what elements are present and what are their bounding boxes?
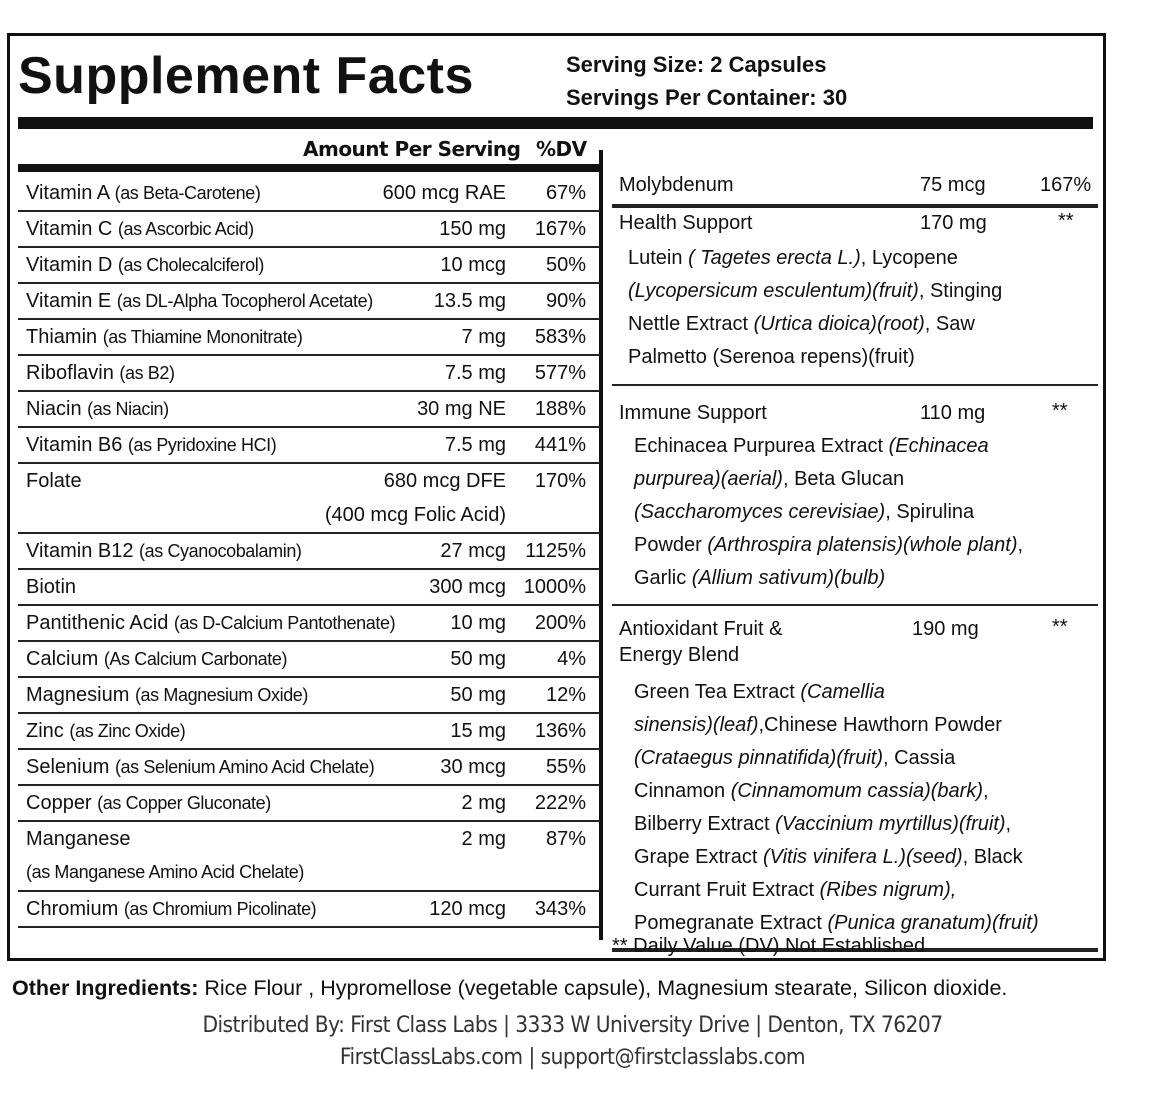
ingredient-text: Cinnamon	[634, 780, 731, 802]
blend-block	[612, 606, 1098, 948]
blend-dv: **	[1052, 616, 1068, 638]
nutrient-name	[26, 684, 308, 707]
nutrient-dv: 67%	[545, 182, 586, 204]
ingredient-line	[634, 496, 1023, 529]
nutrient-source: (as Selenium Amino Acid Chelate)	[114, 757, 375, 777]
ingredient-text: Lutein	[628, 247, 689, 269]
nutrient-name	[26, 182, 260, 205]
ingredient-botanical: (Echinacea	[888, 435, 989, 457]
nutrient-label: Chromium	[26, 898, 119, 920]
ingredient-text: ,Chinese Hawthorn Powder	[758, 714, 1002, 736]
blend-amount: 170 mg	[920, 212, 987, 234]
distributor-contact: FirstClassLabs.com | support@firstclasslabs.com	[339, 1045, 806, 1070]
nutrient-amount: 7.5 mg	[444, 434, 506, 456]
ingredient-text: , Saw	[924, 313, 975, 335]
nutrient-dv: 90%	[545, 290, 586, 312]
nutrient-dv: 583%	[534, 326, 586, 348]
nutrient-source: (As Calcium Carbonate)	[103, 649, 288, 669]
nutrient-dv: 441%	[534, 434, 586, 456]
nutrient-label: Selenium	[26, 756, 110, 778]
ingredient-text: , Beta Glucan	[782, 468, 905, 490]
ingredient-botanical: (Arthrospira platensis)(whole plant)	[707, 534, 1018, 556]
nutrient-label: Copper	[26, 792, 92, 814]
nutrient-source: (as B2)	[119, 363, 175, 383]
ingredient-text: Grape Extract	[634, 846, 763, 868]
nutrient-subline: (400 mcg Folic Acid)	[324, 504, 506, 526]
nutrient-name	[26, 290, 373, 313]
nutrient-dv: 577%	[534, 362, 586, 384]
nutrient-row	[18, 892, 600, 928]
nutrient-name	[26, 362, 175, 385]
nutrient-amount: 7 mg	[461, 326, 506, 348]
nutrient-dv: 188%	[534, 398, 586, 420]
nutrient-source: (as Ascorbic Acid)	[117, 219, 254, 239]
ingredient-botanical: (Ribes nigrum),	[819, 879, 957, 901]
nutrient-label: Molybdenum	[619, 174, 734, 196]
nutrient-label: Manganese	[26, 828, 131, 850]
nutrient-amount: 120 mcg	[429, 898, 506, 920]
ingredient-botanical: (Cinnamomum cassia)(bark)	[730, 780, 983, 802]
blend-name: Immune Support	[619, 402, 767, 424]
nutrient-name	[26, 398, 169, 421]
blend-table	[612, 170, 1098, 952]
blend-block	[612, 386, 1098, 604]
nutrient-source: (as Cholecalciferol)	[117, 255, 264, 275]
ingredient-line	[634, 430, 1023, 463]
nutrient-source: (as Pyridoxine HCI)	[127, 435, 277, 455]
nutrient-label: Biotin	[26, 576, 77, 598]
ingredient-line	[628, 242, 1002, 275]
ingredient-line	[634, 562, 1023, 595]
nutrient-dv: 343%	[534, 898, 586, 920]
other-ingredients	[12, 976, 1007, 1001]
servings-per-container: Servings Per Container: 30	[566, 85, 848, 110]
nutrient-row	[18, 570, 600, 606]
nutrient-row	[18, 678, 600, 714]
other-ingredients-label: Other Ingredients:	[12, 976, 199, 1000]
nutrient-source: (as Niacin)	[87, 399, 169, 419]
blend-ingredients	[634, 676, 1039, 940]
nutrient-row	[18, 248, 600, 284]
nutrient-amount: 2 mg	[461, 828, 506, 850]
nutrient-label: Zinc	[26, 720, 64, 742]
dv-footnote: ** Daily Value (DV) Not Established	[612, 935, 926, 957]
nutrient-row	[18, 606, 600, 642]
nutrient-dv: 222%	[534, 792, 586, 814]
blend-dv: **	[1058, 210, 1074, 232]
nutrient-row	[18, 284, 600, 320]
ingredient-line	[634, 874, 1039, 907]
column-header-divider	[18, 164, 602, 172]
ingredient-botanical: (Lycopersicum esculentum)(fruit)	[628, 280, 919, 302]
nutrient-source: (as Beta-Carotene)	[114, 183, 261, 203]
ingredient-text: Green Tea Extract	[634, 681, 801, 703]
nutrient-dv: 4%	[557, 648, 586, 670]
nutrient-subline: (as Manganese Amino Acid Chelate)	[26, 862, 304, 882]
nutrient-dv: 12%	[545, 684, 586, 706]
nutrient-amount: 27 mcg	[440, 540, 506, 562]
ingredient-text: , Spirulina	[885, 501, 975, 523]
nutrient-label: Vitamin C	[26, 218, 113, 240]
ingredient-line	[634, 775, 1039, 808]
nutrient-label: Vitamin A	[26, 182, 110, 204]
nutrient-label: Vitamin B12	[26, 540, 134, 562]
nutrient-row	[18, 750, 600, 786]
nutrient-row	[18, 642, 600, 678]
ingredient-line	[634, 529, 1023, 562]
nutrient-amount: 13.5 mg	[433, 290, 506, 312]
nutrient-row	[18, 392, 600, 428]
ingredient-text: , Stinging	[918, 280, 1003, 302]
nutrient-row	[18, 786, 600, 822]
nutrient-source: (as DL-Alpha Tocopherol Acetate)	[116, 291, 373, 311]
blend-block	[612, 208, 1098, 384]
nutrient-name	[26, 326, 302, 349]
nutrient-name	[26, 254, 264, 277]
nutrient-dv: 87%	[545, 828, 586, 850]
nutrient-source: (as Copper Gluconate)	[97, 793, 271, 813]
nutrient-source: (as Zinc Oxide)	[69, 721, 186, 741]
ingredient-text: Currant Fruit Extract	[634, 879, 820, 901]
ingredient-text: , Cassia	[883, 747, 956, 769]
nutrient-row	[18, 714, 600, 750]
nutrient-row	[18, 464, 600, 534]
ingredient-botanical: (Vaccinium myrtillus)(fruit)	[775, 813, 1006, 835]
nutrient-amount: 30 mcg	[440, 756, 506, 778]
ingredient-text: Powder	[634, 534, 708, 556]
ingredient-text: ,	[1005, 813, 1012, 835]
ingredient-botanical: (Saccharomyces cerevisiae)	[634, 501, 886, 523]
ingredient-text: Nettle Extract	[628, 313, 754, 335]
amount-column-header: Amount Per Serving	[303, 137, 521, 161]
nutrient-amount: 50 mg	[450, 648, 506, 670]
nutrient-row	[18, 822, 600, 892]
nutrient-label: Niacin	[26, 398, 82, 420]
ingredient-text: Palmetto (Serenoa repens)(fruit)	[628, 346, 915, 368]
ingredient-text: Pomegranate Extract	[634, 912, 828, 934]
ingredient-botanical: (Camellia	[800, 681, 885, 703]
ingredient-botanical: ( Tagetes erecta L.)	[688, 247, 861, 269]
nutrient-dv: 167%	[534, 218, 586, 240]
nutrient-dv: 1000%	[523, 576, 586, 598]
nutrient-amount: 10 mg	[450, 612, 506, 634]
nutrient-dv: 50%	[545, 254, 586, 276]
blend-ingredients	[634, 430, 1023, 595]
serving-size: Serving Size: 2 Capsules	[566, 52, 827, 77]
nutrient-label: Vitamin B6	[26, 434, 123, 456]
nutrient-row	[18, 320, 600, 356]
blend-ingredients	[628, 242, 1002, 374]
ingredient-botanical: sinensis)(leaf)	[634, 714, 759, 736]
nutrient-source: (as Magnesium Oxide)	[134, 685, 309, 705]
ingredient-text: Echinacea Purpurea Extract	[634, 435, 889, 457]
nutrient-dv: 170%	[534, 470, 586, 492]
ingredient-botanical: purpurea)(aerial)	[634, 468, 783, 490]
nutrient-amount: 15 mg	[450, 720, 506, 742]
ingredient-botanical: (Punica granatum)(fruit)	[827, 912, 1039, 934]
distributor-line: Distributed By: First Class Labs | 3333 W University Drive | Denton, TX 76207	[202, 1013, 943, 1038]
ingredient-line	[628, 341, 1002, 374]
nutrient-name	[26, 898, 316, 921]
panel-title: Supplement Facts	[18, 47, 474, 105]
nutrient-label: Thiamin	[26, 326, 98, 348]
nutrient-table	[18, 176, 600, 928]
ingredient-botanical: (Crataegus pinnatifida)(fruit)	[634, 747, 883, 769]
nutrient-row	[18, 212, 600, 248]
nutrient-row	[18, 428, 600, 464]
nutrient-amount: 10 mcg	[440, 254, 506, 276]
ingredient-text: , Black	[962, 846, 1023, 868]
nutrient-dv: 1125%	[525, 540, 586, 562]
nutrient-dv: 136%	[534, 720, 586, 742]
nutrient-row	[18, 356, 600, 392]
nutrient-source: (as Thiamine Mononitrate)	[102, 327, 303, 347]
nutrient-name	[26, 612, 395, 635]
nutrient-name	[26, 648, 287, 671]
nutrient-dv: 200%	[534, 612, 586, 634]
nutrient-name	[26, 540, 302, 563]
nutrient-label: Calcium	[26, 648, 99, 670]
ingredient-text: ,	[983, 780, 989, 802]
nutrient-dv: 55%	[545, 756, 586, 778]
nutrient-label: Magnesium	[26, 684, 130, 706]
ingredient-text: ,	[1017, 534, 1024, 556]
blend-dv: **	[1052, 400, 1068, 422]
nutrient-row	[18, 534, 600, 570]
nutrient-label: Pantithenic Acid	[26, 612, 169, 634]
nutrient-label: Folate	[26, 470, 82, 492]
blend-amount: 190 mg	[912, 618, 979, 640]
nutrient-amount: 7.5 mg	[444, 362, 506, 384]
molybdenum-row	[612, 170, 1098, 204]
nutrient-amount: 50 mg	[450, 684, 506, 706]
ingredient-line	[628, 275, 1002, 308]
nutrient-amount: 30 mg NE	[417, 398, 506, 420]
blend-name: Antioxidant Fruit &	[619, 618, 783, 640]
nutrient-amount: 2 mg	[461, 792, 506, 814]
nutrient-name	[26, 434, 276, 457]
ingredient-line	[634, 742, 1039, 775]
nutrient-name	[26, 470, 82, 493]
ingredient-text: Garlic	[634, 567, 692, 589]
nutrient-row	[18, 176, 600, 212]
ingredient-text: , Lycopene	[860, 247, 958, 269]
nutrient-source: (as D-Calcium Pantothenate)	[173, 613, 396, 633]
nutrient-amount: 600 mcg RAE	[382, 182, 506, 204]
ingredient-line	[634, 676, 1039, 709]
other-ingredients-text: Rice Flour , Hypromellose (vegetable capsule), Magnesium stearate, Silicon dioxide.	[198, 976, 1008, 1000]
blend-name: Health Support	[619, 212, 753, 234]
nutrient-amount: 300 mcg	[429, 576, 506, 598]
nutrient-name	[26, 828, 131, 851]
nutrient-name	[26, 576, 76, 599]
ingredient-line	[634, 808, 1039, 841]
ingredient-botanical: (Vitis vinifera L.)(seed)	[762, 846, 963, 868]
nutrient-amount: 680 mcg DFE	[383, 470, 506, 492]
nutrient-name	[26, 720, 185, 743]
nutrient-label: Vitamin E	[26, 290, 112, 312]
ingredient-line	[634, 841, 1039, 874]
nutrient-dv: 167%	[1040, 174, 1092, 196]
dv-column-header: %DV	[536, 137, 587, 161]
nutrient-name	[26, 756, 374, 779]
ingredient-botanical: (Urtica dioica)(root)	[753, 313, 925, 335]
ingredient-botanical: (Allium sativum)(bulb)	[691, 567, 886, 589]
nutrient-name	[26, 218, 254, 241]
nutrient-label: Vitamin D	[26, 254, 113, 276]
nutrient-source: (as Cyanocobalamin)	[139, 541, 302, 561]
ingredient-text: Bilberry Extract	[634, 813, 776, 835]
ingredient-line	[628, 308, 1002, 341]
nutrient-source: (as Chromium Picolinate)	[123, 899, 317, 919]
header-divider	[18, 117, 1093, 129]
blend-amount: 110 mg	[920, 402, 986, 424]
ingredient-line	[634, 463, 1023, 496]
nutrient-amount: 150 mg	[439, 218, 506, 240]
blend-name-cont: Energy Blend	[619, 644, 740, 666]
nutrient-label: Riboflavin	[26, 362, 114, 384]
ingredient-line	[634, 709, 1039, 742]
nutrient-amount: 75 mcg	[920, 174, 986, 196]
nutrient-name	[26, 792, 271, 815]
